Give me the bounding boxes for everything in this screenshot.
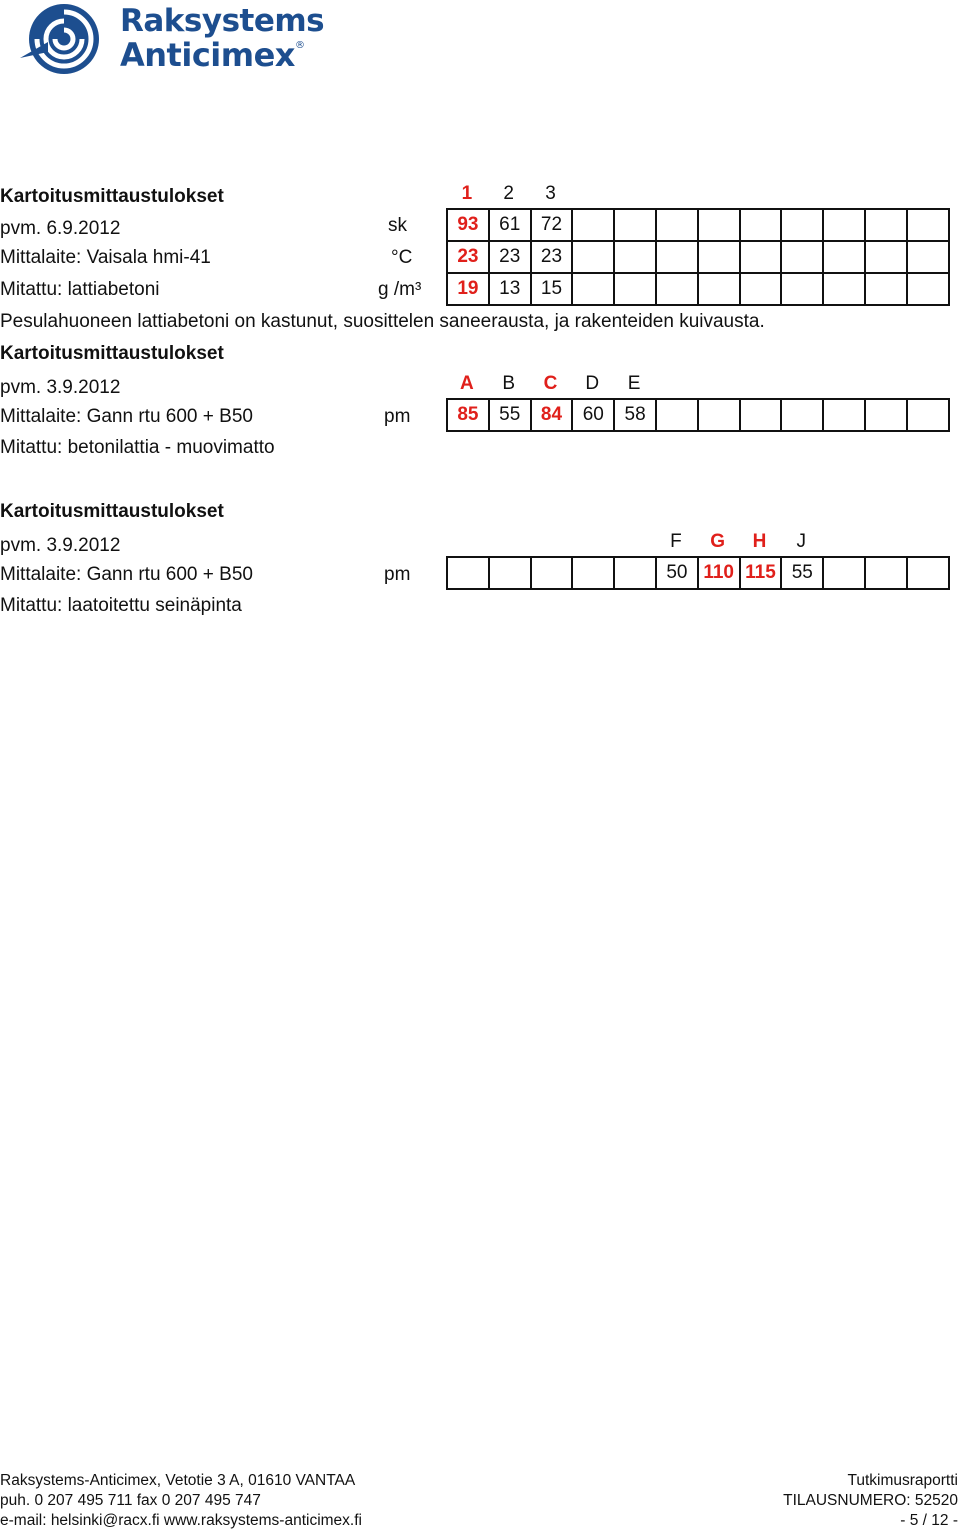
section1-unit-gm3: g /m³	[378, 279, 422, 300]
grid-cell	[824, 400, 866, 432]
grid-cell	[699, 210, 741, 242]
grid-cell	[657, 274, 699, 306]
grid-cell	[699, 242, 741, 274]
section2-header-e: E	[627, 373, 641, 394]
grid-cell	[657, 210, 699, 242]
grid-cell: 15	[532, 274, 574, 306]
table-row	[448, 400, 950, 432]
grid-cell: 61	[490, 210, 532, 242]
brand-logo	[18, 0, 328, 80]
section2-header-c: C	[543, 373, 558, 394]
grid-cell	[908, 242, 950, 274]
section3-column-headers	[655, 531, 822, 553]
grid-cell	[699, 400, 741, 432]
grid-cell	[741, 400, 783, 432]
section1-header-2: 2	[503, 183, 514, 204]
section2-unit: pm	[384, 406, 411, 427]
section2-device: Mittalaite: Gann rtu 600 + B50	[0, 406, 253, 427]
grid-cell	[490, 558, 532, 590]
grid-cell	[699, 274, 741, 306]
table-row	[448, 274, 950, 306]
brand-name-line2: Anticimex®	[120, 36, 305, 74]
section3-header-j: J	[796, 531, 807, 552]
section3-grid	[446, 556, 950, 590]
brand-name-line1: Raksystems	[120, 3, 325, 39]
registered-mark: ®	[294, 40, 305, 51]
section1-title: Kartoitusmittaustulokset	[0, 186, 224, 207]
grid-cell	[824, 558, 866, 590]
grid-cell	[657, 400, 699, 432]
section3-device: Mittalaite: Gann rtu 600 + B50	[0, 564, 253, 585]
grid-cell	[741, 210, 783, 242]
section1-unit-sk: sk	[388, 215, 407, 236]
grid-cell	[908, 400, 950, 432]
table-row	[448, 210, 950, 242]
section2-measured: Mitattu: betonilattia - muovimatto	[0, 437, 275, 458]
grid-cell	[741, 242, 783, 274]
section2-title: Kartoitusmittaustulokset	[0, 343, 224, 364]
grid-cell: 115	[741, 558, 783, 590]
grid-cell: 50	[657, 558, 699, 590]
section1-device: Mittalaite: Vaisala hmi-41	[0, 247, 211, 268]
section2-column-headers	[446, 373, 655, 395]
grid-cell	[866, 400, 908, 432]
grid-cell	[657, 242, 699, 274]
grid-cell	[448, 558, 490, 590]
section1-date: pvm. 6.9.2012	[0, 218, 121, 239]
section2-date: pvm. 3.9.2012	[0, 377, 121, 398]
grid-cell: 23	[532, 242, 574, 274]
grid-cell	[824, 210, 866, 242]
section1-header-3: 3	[545, 183, 556, 204]
grid-cell	[615, 242, 657, 274]
grid-cell	[782, 274, 824, 306]
grid-cell: 93	[448, 210, 490, 242]
section3-header-h: H	[752, 531, 767, 552]
grid-cell	[573, 558, 615, 590]
footer-report-type: Tutkimusraportti	[847, 1472, 958, 1489]
grid-cell	[782, 242, 824, 274]
grid-cell	[615, 274, 657, 306]
section1-grid	[446, 208, 950, 306]
table-row	[448, 242, 950, 274]
grid-cell	[782, 210, 824, 242]
grid-cell	[741, 274, 783, 306]
grid-cell: 72	[532, 210, 574, 242]
grid-cell: 23	[448, 242, 490, 274]
section3-date: pvm. 3.9.2012	[0, 535, 121, 556]
grid-cell	[782, 400, 824, 432]
section1-header-1: 1	[461, 183, 473, 204]
anticimex-spiral-icon	[18, 0, 110, 78]
grid-cell	[573, 242, 615, 274]
grid-cell: 85	[448, 400, 490, 432]
grid-cell: 84	[532, 400, 574, 432]
grid-cell	[866, 210, 908, 242]
section3-title: Kartoitusmittaustulokset	[0, 501, 224, 522]
grid-cell: 23	[490, 242, 532, 274]
grid-cell	[573, 210, 615, 242]
grid-cell	[573, 274, 615, 306]
grid-cell	[615, 210, 657, 242]
grid-cell	[615, 558, 657, 590]
section3-unit: pm	[384, 564, 411, 585]
section3-header-f: F	[670, 531, 682, 552]
section2-header-b: B	[502, 373, 516, 394]
section2-header-d: D	[585, 373, 600, 394]
footer-order-number: TILAUSNUMERO: 52520	[783, 1492, 958, 1509]
grid-cell	[908, 558, 950, 590]
grid-cell	[908, 210, 950, 242]
section1-measured: Mitattu: lattiabetoni	[0, 279, 160, 300]
grid-cell	[824, 274, 866, 306]
grid-cell	[866, 558, 908, 590]
grid-cell: 60	[573, 400, 615, 432]
footer-company: Raksystems-Anticimex, Vetotie 3 A, 01610 VANTAA	[0, 1472, 356, 1489]
grid-cell	[532, 558, 574, 590]
grid-cell	[866, 242, 908, 274]
section1-column-headers	[446, 183, 571, 205]
footer-page-number: - 5 / 12 -	[900, 1512, 958, 1529]
grid-cell: 55	[782, 558, 824, 590]
section2-grid	[446, 398, 950, 432]
grid-cell: 13	[490, 274, 532, 306]
section1-unit-celsius: °C	[391, 247, 413, 268]
section3-header-g: G	[710, 531, 726, 552]
section1-note: Pesulahuoneen lattiabetoni on kastunut, suosittelen saneerausta, ja rakenteiden kuivausta.	[0, 311, 765, 332]
grid-cell	[908, 274, 950, 306]
grid-cell: 55	[490, 400, 532, 432]
grid-cell: 19	[448, 274, 490, 306]
grid-cell: 58	[615, 400, 657, 432]
section2-header-a: A	[460, 373, 474, 394]
grid-cell	[866, 274, 908, 306]
footer-email: e-mail: helsinki@racx.fi www.raksystems-anticimex.fi	[0, 1512, 362, 1529]
table-row	[448, 558, 950, 590]
grid-cell: 110	[699, 558, 741, 590]
grid-cell	[824, 242, 866, 274]
footer-phone: puh. 0 207 495 711 fax 0 207 495 747	[0, 1492, 261, 1509]
section3-measured: Mitattu: laatoitettu seinäpinta	[0, 595, 242, 616]
